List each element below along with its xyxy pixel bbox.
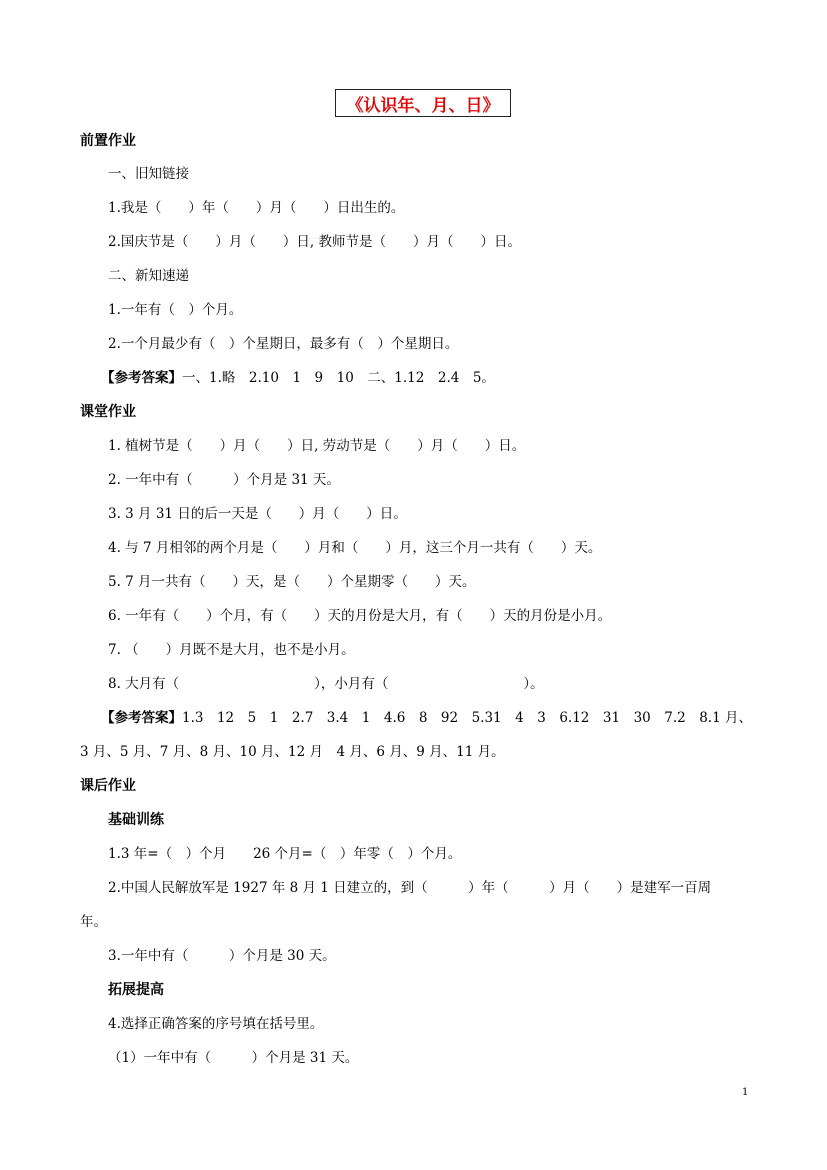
answer-text-continued: 3 月、5 月、7 月、8 月、10 月、12 月 4 月、6 月、9 月、11 月。: [80, 744, 505, 760]
question-line: 3. 3 月 31 日的后一天是（ ）月（ ）日。: [108, 506, 407, 522]
subheading-new-knowledge: 二、新知速递: [108, 268, 189, 284]
page-number: 1: [742, 1087, 749, 1098]
question-line: 1.我是（ ）年（ ）月（ ）日出生的。: [108, 200, 405, 216]
subheading-basic-training: 基础训练: [108, 812, 164, 828]
answer-label: 【参考答案】: [101, 710, 182, 726]
question-line: 4. 与 7 月相邻的两个月是（ ）月和（ ）月，这三个月一共有（ ）天。: [108, 540, 602, 556]
question-line: 6. 一年有（ ）个月，有（ ）天的月份是大月，有（ ）天的月份是小月。: [108, 608, 612, 624]
document-title: 《认识年、月、日》: [346, 95, 500, 116]
section-heading-class: 课堂作业: [80, 404, 136, 420]
question-line: 2. 一年中有（ ）个月是 31 天。: [108, 472, 340, 488]
question-line: 1.3 年=（ ）个月 26 个月=（ ）年零（ ）个月。: [108, 846, 462, 862]
question-line: 2.一个月最少有（ ）个星期日，最多有（ ）个星期日。: [108, 336, 459, 352]
question-line: 8. 大月有（ ），小月有（ ）。: [108, 676, 544, 692]
answer-text: 一、1.略 2.10 1 9 10 二、1.12 2.4 5。: [182, 370, 495, 386]
title-box: [335, 89, 511, 117]
answer-text: 1.3 12 5 1 2.7 3.4 1 4.6 8 92 5.31 4 3 6.12 31 30 7.2 8.1 月、: [182, 710, 752, 726]
question-line: 2.国庆节是（ ）月（ ）日, 教师节是（ ）月（ ）日。: [108, 234, 521, 250]
subheading-old-knowledge: 一、旧知链接: [108, 166, 189, 182]
answer-label: 【参考答案】: [101, 370, 182, 386]
question-line: 2.中国人民解放军是 1927 年 8 月 1 日建立的，到（ ）年（ ）月（ ）是建军一百周: [108, 880, 712, 896]
question-line: 1.一年有（ ）个月。: [108, 302, 243, 318]
question-line: 1. 植树节是（ ）月（ ）日, 劳动节是（ ）月（ ）日。: [108, 438, 526, 454]
question-line: （1）一年中有（ ）个月是 31 天。: [108, 1050, 359, 1066]
question-line: 7. （ ）月既不是大月，也不是小月。: [108, 642, 355, 658]
answer-line: [101, 709, 752, 727]
section-heading-after: 课后作业: [80, 778, 136, 794]
answer-line: [101, 369, 495, 387]
question-line: 4.选择正确答案的序号填在括号里。: [108, 1016, 324, 1032]
question-line: 3.一年中有（ ）个月是 30 天。: [108, 948, 336, 964]
question-line: 5. 7 月一共有（ ）天，是（ ）个星期零（ ）天。: [108, 574, 476, 590]
subheading-extension: 拓展提高: [108, 982, 164, 998]
section-heading-pre: 前置作业: [80, 133, 136, 149]
question-line-continued: 年。: [80, 914, 107, 930]
